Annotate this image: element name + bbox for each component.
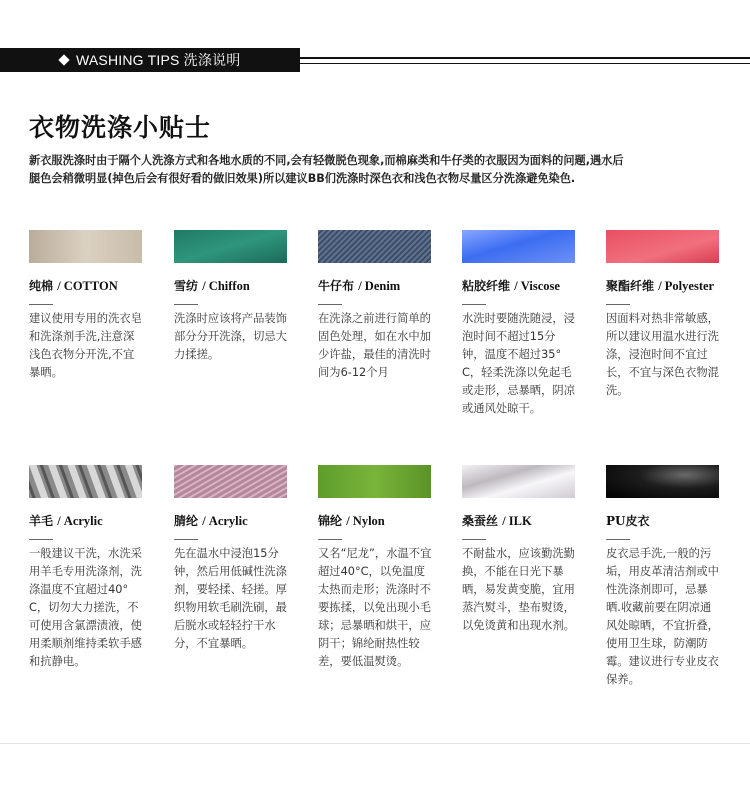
fabric-care-text: 不耐盐水，应该勤洗勤换，不能在日光下暴晒，易发黄变脆，宜用蒸汽熨斗，垫布熨烫，以免烫黄和出现水剂。 [462,547,575,632]
fabric-name-cn: 牛仔布 [318,279,355,293]
bottom-divider [0,743,750,744]
fabric-card-pu-leather [606,465,722,689]
fabric-name-cn: 纯棉 [29,279,54,293]
intro-line-1: 新衣服洗涤时由于隔个人洗涤方式和各地水质的不同,会有轻微脱色现象,而棉麻类和牛仔类的衣服因为面料的问题,遇水后 [29,154,624,167]
fabric-name-en: / ILK [502,514,532,528]
header-divider-thick [300,57,750,59]
fabric-name-en: / Acrylic [57,514,103,528]
fabric-name-en: / Chiffon [202,279,250,293]
title-underline [29,304,53,305]
fabric-name-en: / Viscose [514,279,560,293]
fabric-name-en: / Nylon [346,514,385,528]
fabric-name-cn: 聚酯纤维 [606,279,655,293]
fabric-care-text: 洗涤时应该将产品装饰部分分开洗涤，切忌大力揉搓。 [174,312,287,361]
fabric-title [29,277,145,294]
fabric-name-en: / Polyester [658,279,715,293]
silk-swatch-image [462,465,575,498]
title-underline [606,304,630,305]
fabric-care-text: 又名“尼龙”，水温不宜超过40°C，以免温度太热而走形；洗涤时不要拣揉，以免出现小毛球；忌暴晒和烘干，应阴干；锦纶耐热性较差，要低温熨烫。 [318,547,432,668]
title-underline [462,304,486,305]
nylon-swatch-image [318,465,431,498]
title-underline [318,304,342,305]
fabric-title [318,512,434,529]
fabric-card-wool [29,465,145,671]
fabric-title [462,512,578,529]
fabric-name-cn: 粘胶纤维 [462,279,511,293]
fabric-card-acrylic [174,465,290,653]
fabric-title [174,512,290,529]
fabric-care-text: 皮衣忌手洗,一般的污垢，用皮革清洁剂或中性洗涤剂即可，忌暴晒.收藏前要在阴凉通风处晾晒，不宜折叠，使用卫生球，防潮防霉。建议进行专业皮衣保养。 [606,547,719,686]
fabric-card-chiffon [174,230,290,364]
fabric-name-cn: 腈纶 [174,514,199,528]
chiffon-swatch-image [174,230,287,263]
polyester-swatch-image [606,230,719,263]
fabric-title [318,277,434,294]
fabric-care-text: 一般建议干洗，水洗采用羊毛专用洗涤剂，洗涤温度不宜超过40°C，切勿大力搓洗，不可使用含氯漂渍液，使用柔顺剂维持柔软手感和抗静电。 [29,547,142,668]
fabric-care-text: 因面料对热非常敏感，所以建议用温水进行洗涤，浸泡时间不宜过长，不宜与深色衣物混洗。 [606,312,719,397]
page-title: 衣物洗涤小贴士 [29,113,212,142]
fabric-card-nylon [318,465,434,671]
fabric-care-text: 先在温水中浸泡15分钟，然后用低碱性洗涤剂，要轻揉、轻搓。厚织物用软毛刷洗刷，最后脱水或轻轻拧干水分，不宜暴晒。 [174,547,287,650]
fabric-title [606,512,722,529]
fabric-card-denim [318,230,434,382]
pu-leather-swatch-image [606,465,719,498]
title-underline [174,304,198,305]
fabric-title [606,277,722,294]
fabric-card-polyester [606,230,722,400]
header-label [60,48,240,72]
acrylic-swatch-image [174,465,287,498]
title-underline [318,539,342,540]
viscose-swatch-image [462,230,575,263]
fabric-care-text: 水洗时要随洗随浸，浸泡时间不超过15分钟，温度不超过35°C，轻柔洗涤以免起毛或走形，忌暴晒，阴凉或通风处晾干。 [462,312,575,415]
fabric-name-cn: 锦纶 [318,514,343,528]
wool-swatch-image [29,465,142,498]
fabric-name-cn: 羊毛 [29,514,54,528]
intro-line-2: 腿色会稍微明显(掉色后会有很好看的做旧效果)所以建议BB们洗涤时深色衣和浅色衣物尽量区分洗涤避免染色. [29,172,576,185]
fabric-title [29,512,145,529]
fabric-care-text: 建议使用专用的洗衣皂和洗涤剂手洗,注意深浅色衣物分开洗,不宜暴晒。 [29,312,142,379]
fabric-title [462,277,578,294]
fabric-card-cotton [29,230,145,382]
cotton-swatch-image [29,230,142,263]
title-underline [174,539,198,540]
fabric-name-cn: 桑蚕丝 [462,514,499,528]
header-divider-thin [300,63,750,64]
fabric-card-viscose [462,230,578,418]
diamond-icon [58,54,69,65]
title-underline [606,539,630,540]
header-label-text: WASHING TIPS 洗涤说明 [76,52,241,68]
fabric-name-en: / Acrylic [202,514,248,528]
intro-paragraph [29,152,689,188]
fabric-title [174,277,290,294]
title-underline [29,539,53,540]
fabric-name-cn: 雪纺 [174,279,199,293]
fabric-card-silk [462,465,578,635]
fabric-name-cn: PU皮衣 [606,514,650,528]
title-underline [462,539,486,540]
fabric-name-en: / Denim [358,279,401,293]
fabric-name-en: / COTTON [57,279,118,293]
denim-swatch-image [318,230,431,263]
fabric-care-text: 在洗涤之前进行简单的固色处理，如在水中加少许盐，最佳的清洗时间为6-12个月 [318,312,431,379]
